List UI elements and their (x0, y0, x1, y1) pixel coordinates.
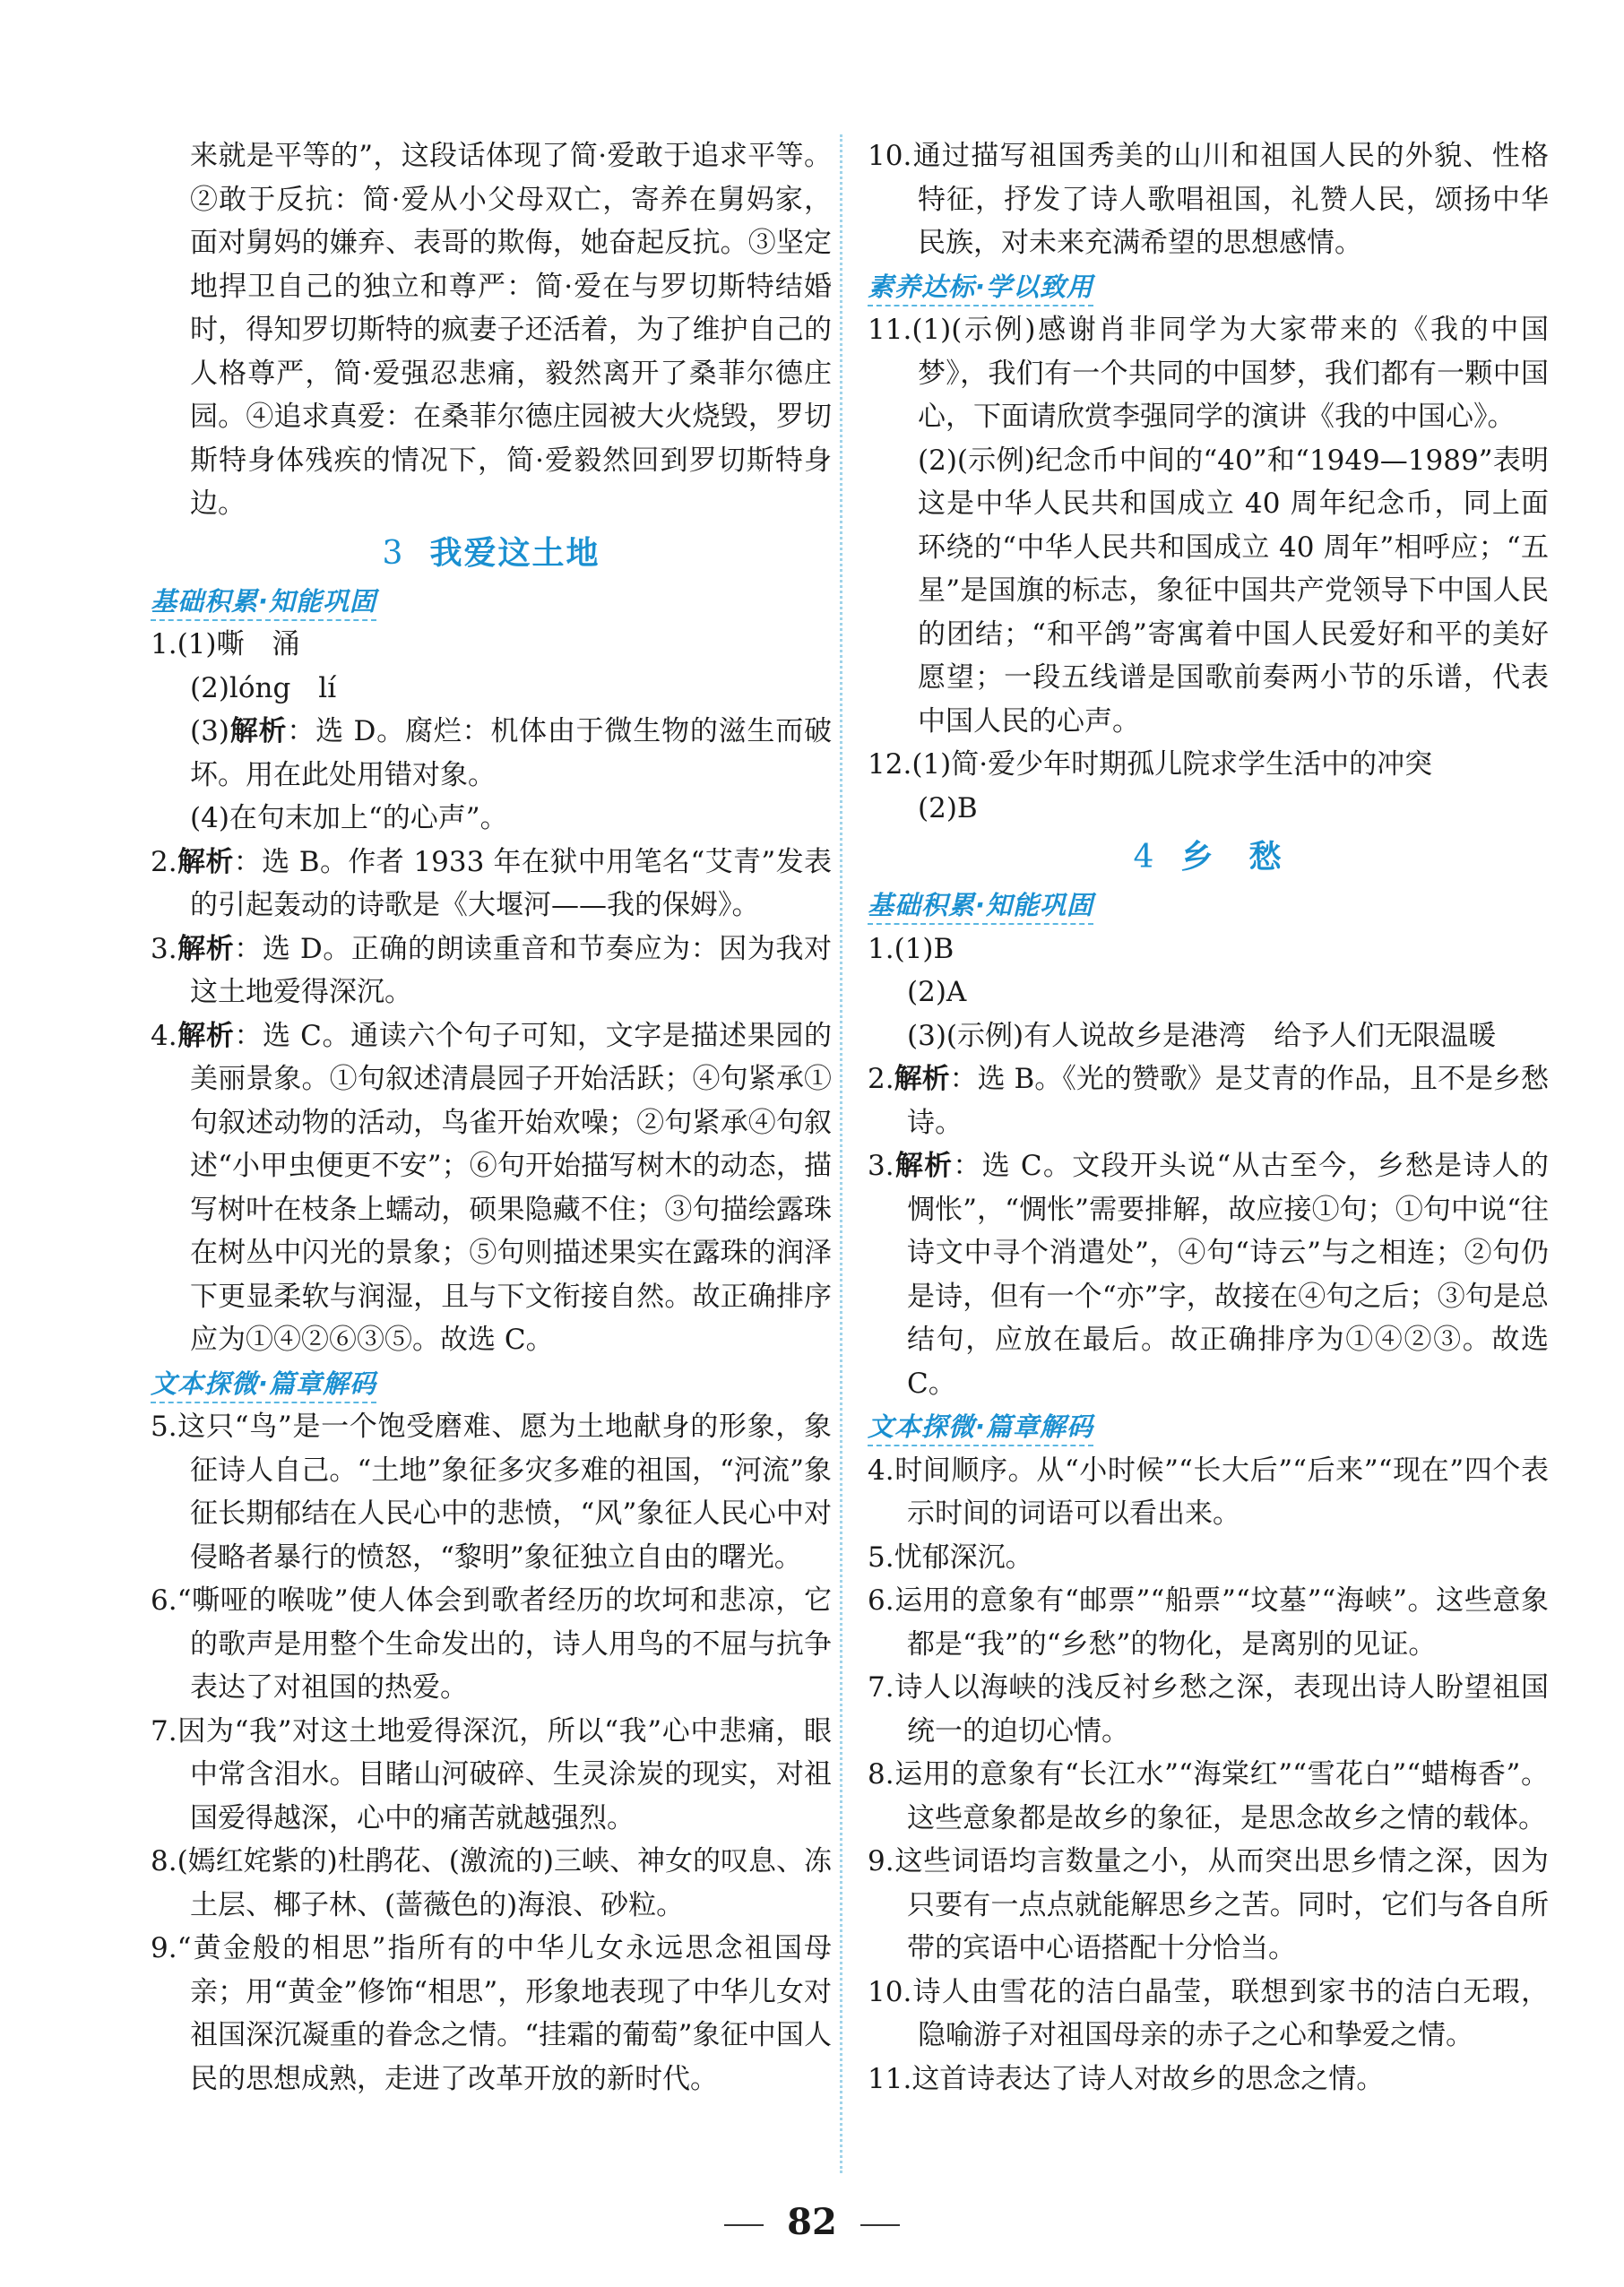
answer-item (151, 841, 832, 928)
answer-item (868, 1536, 1549, 1580)
item-number: 10. (868, 1975, 912, 2008)
answer-item (151, 1710, 832, 1841)
answer-subitem: (2)(示例)纪念币中间的“40”和“1949—1989”表明这是中华人民共和国成立 40 周年纪念币，同上面环绕的“中华人民共和国成立 40 周年”相呼应；“五星”是国旗的标志，象征中国共产党领导下中国人民的团结；“和平鸽”寄寓着中国人民爱好和平的美好愿望；一段五线谱是国歌前奏两小节的乐谱，代表中国人民的心声。 (918, 444, 1549, 738)
item-number: 4. (868, 1454, 894, 1487)
answer-item (868, 1144, 1549, 1405)
answer-item (151, 928, 832, 1014)
section-number: 3 (382, 534, 405, 572)
subsection-label: 文本探微·篇章解码 (151, 1366, 376, 1403)
item-number: 2. (868, 1063, 894, 1095)
page-footer (0, 2201, 1624, 2243)
subsection-label: 素养达标·学以致用 (868, 269, 1093, 306)
answer-item (868, 2058, 1549, 2101)
column-divider (840, 134, 842, 2173)
answer-subitem: (3)(示例)有人说故乡是港湾 给予人们无限温暖 (907, 1019, 1497, 1052)
answer-text: 诗人由雪花的洁白晶莹，联想到家书的洁白无瑕，隐喻游子对祖国母亲的赤子之心和挚爱之情。 (911, 1975, 1549, 2051)
item-number: 4. (151, 1019, 177, 1052)
item-number: 7. (868, 1671, 894, 1704)
answer-subitem (151, 710, 832, 797)
sub-number: (3) (190, 715, 229, 747)
item-number: 9. (868, 1845, 894, 1877)
item-number: 5. (868, 1540, 894, 1574)
item-number: 6. (151, 1584, 177, 1617)
item-number: 3. (151, 932, 177, 965)
answer-text: (1)嘶 涌 (177, 628, 300, 660)
analysis-keyword: 解析 (894, 1150, 954, 1182)
answer-text: 这只“鸟”是一个饱受磨难、愿为土地献身的形象，象征诗人自己。“土地”象征多灾多难的祖国，“河流”象征长期郁结在人民心中的悲愤，“风”象征人民心中对侵略者暴行的愤怒，“黎明”象征独立自由的曙光。 (177, 1411, 832, 1574)
answer-text: “黄金般的相思”指所有的中华儿女永远思念祖国母亲；用“黄金”修饰“相思”，形象地表现了中华儿女对祖国深沉凝重的眷念之情。“挂霜的葡萄”象征中国人民的思想成熟，走进了改革开放的新时代。 (177, 1932, 832, 2095)
answer-subitem: (2)B (918, 791, 978, 824)
footer-dash-left (724, 2224, 764, 2226)
answer-text: 运用的意象有“邮票”“船票”“坟墓”“海峡”。这些意象都是“我”的“乡愁”的物化，是离别的见证。 (894, 1584, 1549, 1661)
answer-text: (1)简·爱少年时期孤儿院求学生活中的冲突 (911, 748, 1433, 781)
intro-paragraph: 来就是平等的”，这段话体现了简·爱敢于追求平等。②敢于反抗：简·爱从小父母双亡，寄养在舅妈家，面对舅妈的嫌弃、表哥的欺侮，她奋起反抗。③坚定地捍卫自己的独立和尊严：简·爱在与罗切斯特结婚时，得知罗切斯特的疯妻子还活着，为了维护自己的人格尊严，简·爱强忍悲痛，毅然离开了桑菲尔德庄园。④追求真爱：在桑菲尔德庄园被大火烧毁，罗切斯特身体残疾的情况下，简·爱毅然回到罗切斯特身边。 (190, 140, 832, 520)
answer-item (868, 1579, 1549, 1666)
answer-text: ：选 C。通读六个句子可知，文字是描述果园的美丽景象。①句叙述清晨园子开始活跃；④句紧承①句叙述动物的活动，鸟雀开始欢噪；②句紧承④句叙述“小甲虫便更不安”；⑥句开始描写树木的动态，描写树叶在枝条上蠕动，硕果隐藏不住；③句描绘露珠在树丛中闪光的景象；⑤句则描述果实在露珠的润泽下更显柔软与润湿，且与下文衔接自然。故正确排序应为①④②⑥③⑤。故选 C。 (190, 1019, 832, 1356)
answer-item (868, 308, 1549, 439)
item-number: 12. (868, 748, 912, 781)
subsection-label: 基础积累·知能巩固 (868, 887, 1093, 925)
section-title-3 (151, 528, 832, 580)
answer-text: 这首诗表达了诗人对故乡的思念之情。 (911, 2062, 1385, 2095)
item-number: 5. (151, 1411, 177, 1443)
answer-text: (1)(示例)感谢肖非同学为大家带来的《我的中国梦》，我们有一个共同的中国梦，我们都有一颗中国心，下面请欣赏李强同学的演讲《我的中国心》。 (911, 314, 1549, 433)
answer-item (151, 1014, 832, 1362)
right-column (868, 134, 1549, 2101)
answer-text: (嫣红姹紫的)杜鹃花、(激流的)三峡、神女的叹息、冻土层、椰子林、(蔷薇色的)海浪、砂粒。 (177, 1845, 832, 1921)
subsection-label: 基础积累·知能巩固 (151, 583, 376, 621)
item-number: 1. (868, 932, 894, 965)
answer-item (868, 1666, 1549, 1753)
answer-subitem: (4)在句末加上“的心声”。 (190, 802, 508, 834)
answer-text: 这些词语均言数量之小，从而突出思乡情之深，因为只要有一点点就能解思乡之苦。同时，它们与各自所带的宾语中心语搭配十分恰当。 (894, 1845, 1549, 1964)
page-number: 82 (787, 2201, 837, 2243)
footer-dash-right (860, 2224, 900, 2226)
item-number: 1. (151, 628, 177, 660)
answer-text: (1)B (894, 932, 955, 965)
section-number: 4 (1133, 839, 1156, 876)
item-number: 10. (868, 140, 912, 172)
answer-item (868, 1057, 1549, 1144)
answer-text: 时间顺序。从“小时候”“长大后”“后来”“现在”四个表示时间的词语可以看出来。 (894, 1454, 1549, 1530)
analysis-keyword: 解析 (177, 845, 234, 878)
answer-item (151, 1579, 832, 1710)
left-column (151, 134, 832, 2101)
answer-item (868, 134, 1549, 265)
answer-text: ：选 D。正确的朗读重音和节奏应为：因为我对这土地爱得深沉。 (190, 932, 832, 1008)
answer-text: 因为“我”对这土地爱得深沉，所以“我”心中悲痛，眼中常含泪水。目睹山河破碎、生灵涂炭的现实，对祖国爱得越深，心中的痛苦就越强烈。 (177, 1714, 832, 1834)
item-number: 11. (868, 314, 912, 346)
item-number: 11. (868, 2062, 912, 2095)
answer-item (868, 928, 1549, 971)
analysis-keyword: 解析 (177, 1019, 235, 1052)
section-title-text: 乡 愁 (1180, 839, 1283, 876)
answer-item (151, 1927, 832, 2101)
analysis-keyword: 解析 (229, 715, 288, 747)
subsection-label: 文本探微·篇章解码 (868, 1409, 1093, 1446)
analysis-keyword: 解析 (894, 1063, 950, 1095)
section-title-4 (868, 832, 1549, 884)
answer-text: 诗人以海峡的浅反衬乡愁之深，表现出诗人盼望祖国统一的迫切心情。 (894, 1671, 1549, 1748)
answer-item (151, 1840, 832, 1927)
answer-text: ：选 B。《光的赞歌》是艾青的作品，且不是乡愁诗。 (907, 1063, 1550, 1139)
answer-item (151, 1405, 832, 1579)
answer-item (868, 1753, 1549, 1840)
item-number: 2. (151, 845, 177, 878)
item-number: 6. (868, 1584, 894, 1617)
section-title-text: 我爱这土地 (429, 534, 600, 572)
answer-item (868, 1449, 1549, 1536)
answer-item (868, 1840, 1549, 1971)
item-number: 9. (151, 1932, 177, 1964)
answer-subitem: (2)A (907, 976, 967, 1008)
item-number: 7. (151, 1714, 177, 1748)
answer-text: “嘶哑的喉咙”使人体会到歌者经历的坎坷和悲凉，它的歌声是用整个生命发出的，诗人用鸟的不屈与抗争表达了对祖国的热爱。 (177, 1584, 832, 1704)
answer-text: ：选 C。文段开头说“从古至今，乡愁是诗人的惆怅”，“惆怅”需要排解，故应接①句；①句中说“往诗文中寻个消遣处”，④句“诗云”与之相连；②句仍是诗，但有一个“亦”字，故接在④句之后；③句是总结句，应放在最后。故正确排序为①④②③。故选 C。 (907, 1150, 1549, 1400)
item-number: 8. (868, 1758, 894, 1791)
answer-text: 通过描写祖国秀美的山川和祖国人民的外貌、性格特征，抒发了诗人歌唱祖国，礼赞人民，颂扬中华民族，对未来充满希望的思想感情。 (911, 140, 1549, 259)
answer-item (868, 743, 1549, 787)
answer-text: ：选 B。作者 1933 年在狱中用笔名“艾青”发表的引起轰动的诗歌是《大堰河——我的保姆》。 (190, 845, 832, 921)
item-number: 8. (151, 1845, 177, 1877)
item-number: 3. (868, 1150, 894, 1182)
answer-text: ：选 D。腐烂：机体由于微生物的滋生而破坏。用在此处用错对象。 (190, 715, 832, 791)
answer-item (868, 1971, 1549, 2058)
answer-text: 忧郁深沉。 (894, 1540, 1033, 1574)
answer-item (151, 623, 832, 667)
analysis-keyword: 解析 (177, 932, 235, 965)
answer-text: 运用的意象有“长江水”“海棠红”“雪花白”“蜡梅香”。这些意象都是故乡的象征，是思念故乡之情的载体。 (894, 1758, 1549, 1834)
answer-subitem: (2)lóng lí (190, 671, 337, 704)
